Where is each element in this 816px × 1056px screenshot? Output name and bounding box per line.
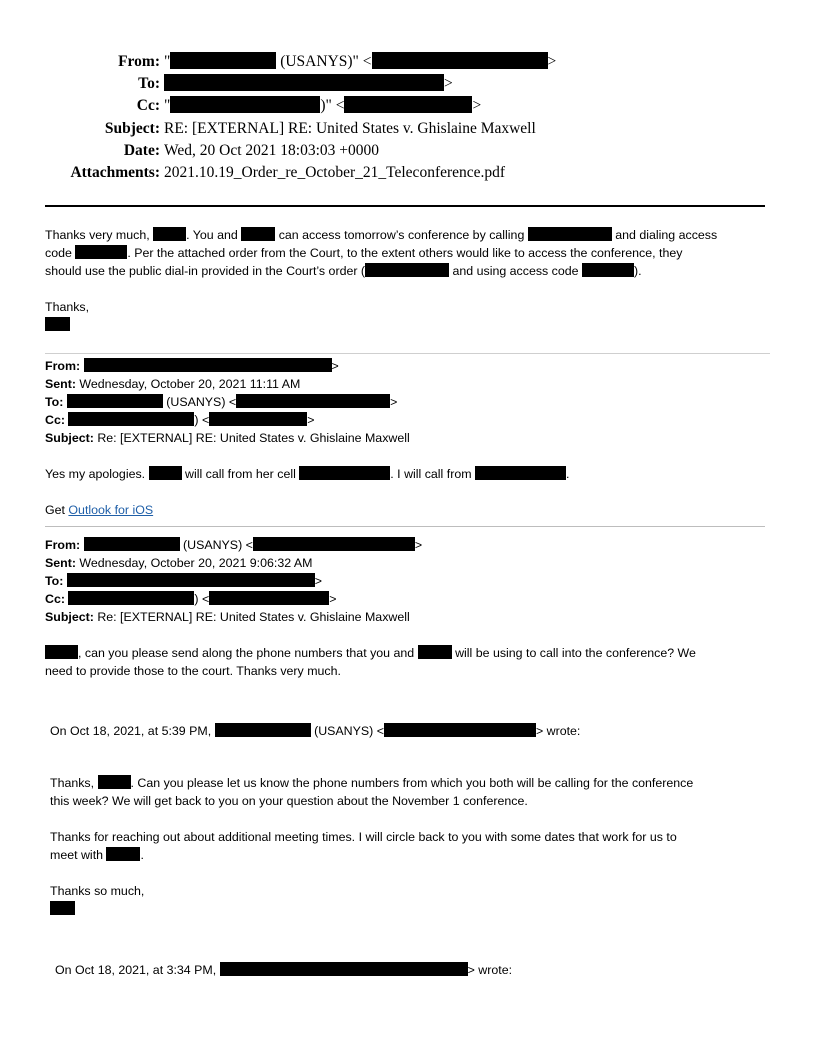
message-separator — [45, 353, 770, 354]
redaction — [75, 245, 127, 259]
redaction — [209, 591, 329, 605]
msg3-subject: Subject: Re: [EXTERNAL] RE: United States v. Ghislaine Maxwell — [45, 610, 410, 624]
header-cc-open: " — [164, 97, 171, 114]
redaction — [241, 227, 275, 241]
header-attachments-label: Attachments: — [70, 164, 160, 181]
msg2-cc: Cc: ) < > — [45, 413, 315, 427]
header-date: Wed, 20 Oct 2021 18:03:03 +0000 — [164, 142, 380, 159]
header-subject-row — [0, 119, 816, 139]
msg3-cc: Cc: ) < > — [45, 592, 337, 606]
msg2-to: To: (USANYS) < > — [45, 395, 398, 409]
header-from-row — [0, 52, 816, 72]
msg2-from: From: > — [45, 359, 339, 373]
header-attachments-row — [0, 163, 816, 183]
redaction — [45, 645, 78, 659]
msg1-line3: should use the public dial-in provided in the Court’s order ( and using access code ). — [45, 264, 642, 278]
header-subject-label: Subject: — [104, 120, 160, 137]
redaction — [418, 645, 452, 659]
header-from-open: " — [164, 53, 171, 70]
msg3-to: To: > — [45, 574, 323, 588]
redaction — [106, 847, 140, 861]
msg3-line2: need to provide those to the court. Thanks very much. — [45, 664, 341, 678]
msg4-p2-line2: meet with . — [50, 848, 144, 862]
header-cc-row — [0, 96, 816, 116]
msg2-body: Yes my apologies. will call from her cell . I will call from . — [45, 467, 570, 481]
header-cc-label: Cc: — [136, 97, 160, 114]
msg1-line1: Thanks very much, . You and can access tomorrow’s conference by calling and dialing access — [45, 228, 718, 242]
msg4-p2-line1: Thanks for reaching out about additional meeting times. I will circle back to you with some dates that work for us to — [50, 830, 677, 844]
msg2-subject: Subject: Re: [EXTERNAL] RE: United States v. Ghislaine Maxwell — [45, 431, 410, 445]
header-from-label: From: — [118, 53, 160, 70]
attachment-file[interactable]: 2021.10.19_Order_re_October_21_Teleconference.pdf — [164, 164, 506, 181]
redaction — [170, 52, 276, 69]
redaction — [67, 573, 315, 587]
redaction — [67, 394, 163, 408]
redaction — [236, 394, 390, 408]
redaction — [528, 227, 612, 241]
redaction — [215, 723, 311, 737]
header-cc-close: > — [472, 97, 482, 114]
msg3-from: From: (USANYS) < > — [45, 538, 423, 552]
header-from-mid: (USANYS)" < — [276, 53, 372, 70]
redaction — [475, 466, 566, 480]
header-cc-mid: )" < — [320, 97, 345, 114]
redaction — [209, 412, 307, 426]
redaction — [153, 227, 186, 241]
redaction — [98, 775, 131, 789]
msg5-wrote: On Oct 18, 2021, at 3:34 PM, > wrote: — [55, 963, 513, 977]
redaction — [164, 74, 444, 91]
header-from-close: > — [547, 53, 557, 70]
msg4-wrote: On Oct 18, 2021, at 5:39 PM, (USANYS) < > wrote: — [50, 724, 581, 738]
header-to-close: > — [444, 75, 453, 92]
header-divider — [45, 205, 765, 207]
msg1-line2: code . Per the attached order from the Court, to the extent others would like to access the conference, they — [45, 246, 683, 260]
redaction — [68, 412, 194, 426]
header-to-label: To: — [138, 75, 160, 92]
redaction — [372, 52, 548, 69]
redaction — [84, 537, 180, 551]
message-separator — [45, 526, 765, 527]
outlook-for-ios-link[interactable]: Outlook for iOS — [68, 503, 154, 517]
header-to-row — [0, 74, 816, 94]
msg4-p1-line2: this week? We will get back to you on your question about the November 1 conference. — [50, 794, 528, 808]
msg3-sent: Sent: Wednesday, October 20, 2021 9:06:32 AM — [45, 556, 313, 570]
signature-redaction — [45, 317, 70, 331]
redaction — [365, 263, 449, 277]
msg4-signoff: Thanks so much, — [50, 884, 145, 898]
redaction — [299, 466, 390, 480]
redaction — [344, 96, 472, 113]
header-date-label: Date: — [123, 142, 160, 159]
redaction — [68, 591, 194, 605]
redaction — [220, 962, 468, 976]
header-date-row — [0, 141, 816, 161]
msg2-sent: Sent: Wednesday, October 20, 2021 11:11 AM — [45, 377, 301, 391]
redaction — [149, 466, 182, 480]
redaction — [84, 358, 332, 372]
redaction — [582, 263, 634, 277]
signature-redaction — [50, 901, 75, 915]
msg4-p1-line1: Thanks, . Can you please let us know the phone numbers from which you both will be calling for the conference — [50, 776, 694, 790]
redaction — [253, 537, 415, 551]
msg2-get-outlook: Get Outlook for iOS — [45, 503, 154, 517]
redaction — [170, 96, 320, 113]
msg1-signoff: Thanks, — [45, 300, 90, 314]
msg3-line1: , can you please send along the phone numbers that you and will be using to call into the conference? We — [45, 644, 696, 662]
header-subject: RE: [EXTERNAL] RE: United States v. Ghislaine Maxwell — [164, 120, 536, 137]
redaction — [384, 723, 536, 737]
